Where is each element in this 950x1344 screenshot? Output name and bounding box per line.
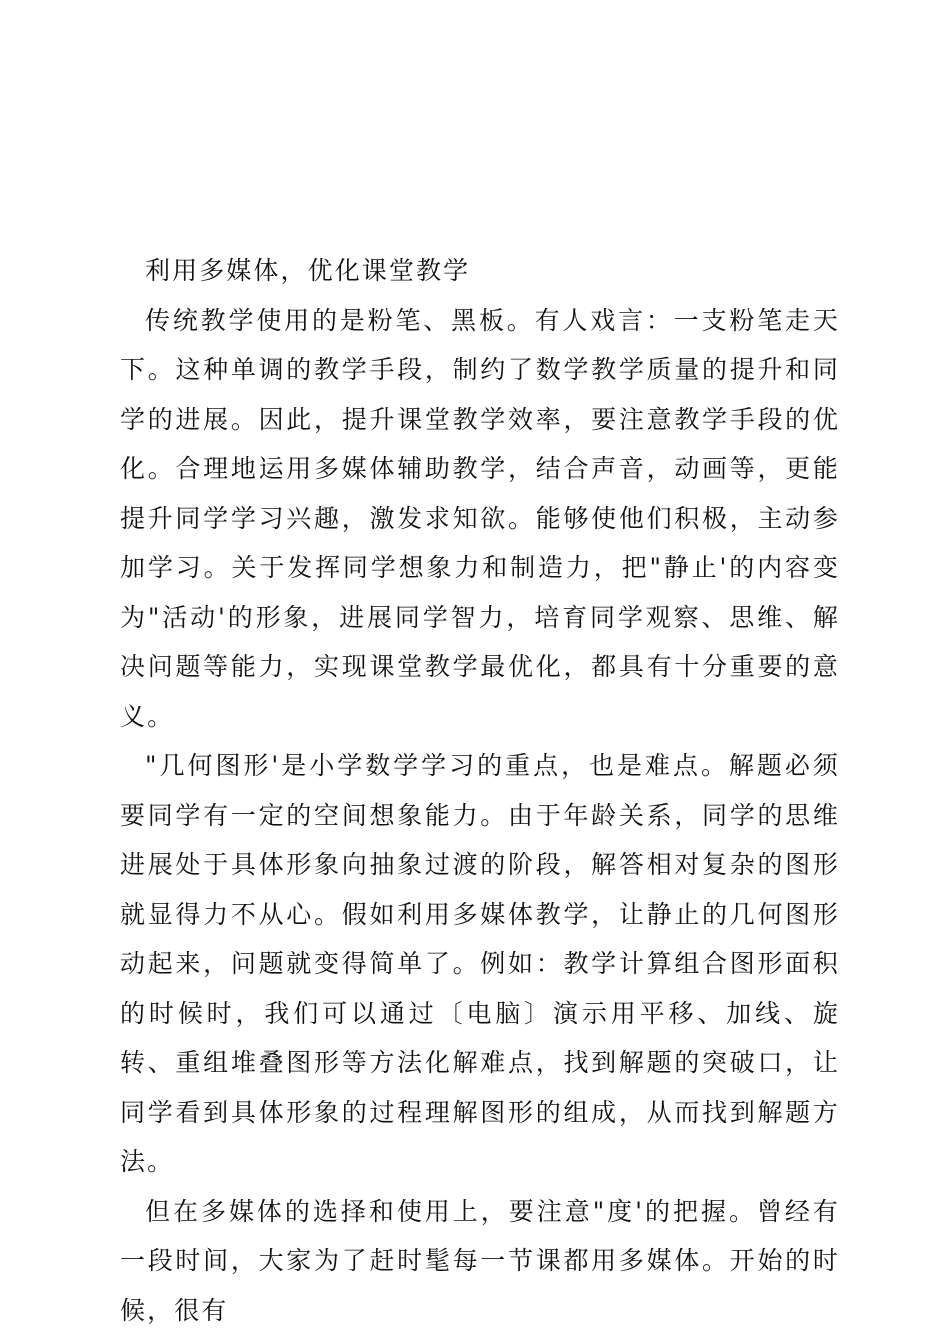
document-title: 利用多媒体，优化课堂教学 xyxy=(145,256,471,285)
paragraph-3: 但在多媒体的选择和使用上，要注意"度'的把握。曾经有一段时间，大家为了赶时髦每一节课都用多媒体。开始的时候，很有 xyxy=(120,1196,840,1325)
paragraph-1: 传统教学使用的是粉笔、黑板。有人戏言：一支粉笔走天下。这种单调的教学手段，制约了数学教学质量的提升和同学的进展。因此，提升课堂教学效率，要注意教学手段的优化。合理地运用多媒体辅助教学，结合声音，动画等，更能提升同学学习兴趣，激发求知欲。能够使他们积极，主动参加学习。关于发挥同学想象力和制造力，把"静止'的内容变为"活动'的形象，进展同学智力，培育同学观察、思维、解决问题等能力，实现课堂教学最优化，都具有十分重要的意义。 xyxy=(120,305,840,731)
document-body xyxy=(120,246,840,1335)
paragraph-2: "几何图形'是小学数学学习的重点，也是难点。解题必须要同学有一定的空间想象能力。由于年龄关系，同学的思维进展处于具体形象向抽象过渡的阶段，解答相对复杂的图形就显得力不从心。假如利用多媒体教学，让静止的几何图形动起来，问题就变得简单了。例如：教学计算组合图形面积的时候时，我们可以通过〔电脑〕演示用平移、加线、旋转、重组堆叠图形等方法化解难点，找到解题的突破口，让同学看到具体形象的过程理解图形的组成，从而找到解题方法。 xyxy=(120,751,840,1176)
